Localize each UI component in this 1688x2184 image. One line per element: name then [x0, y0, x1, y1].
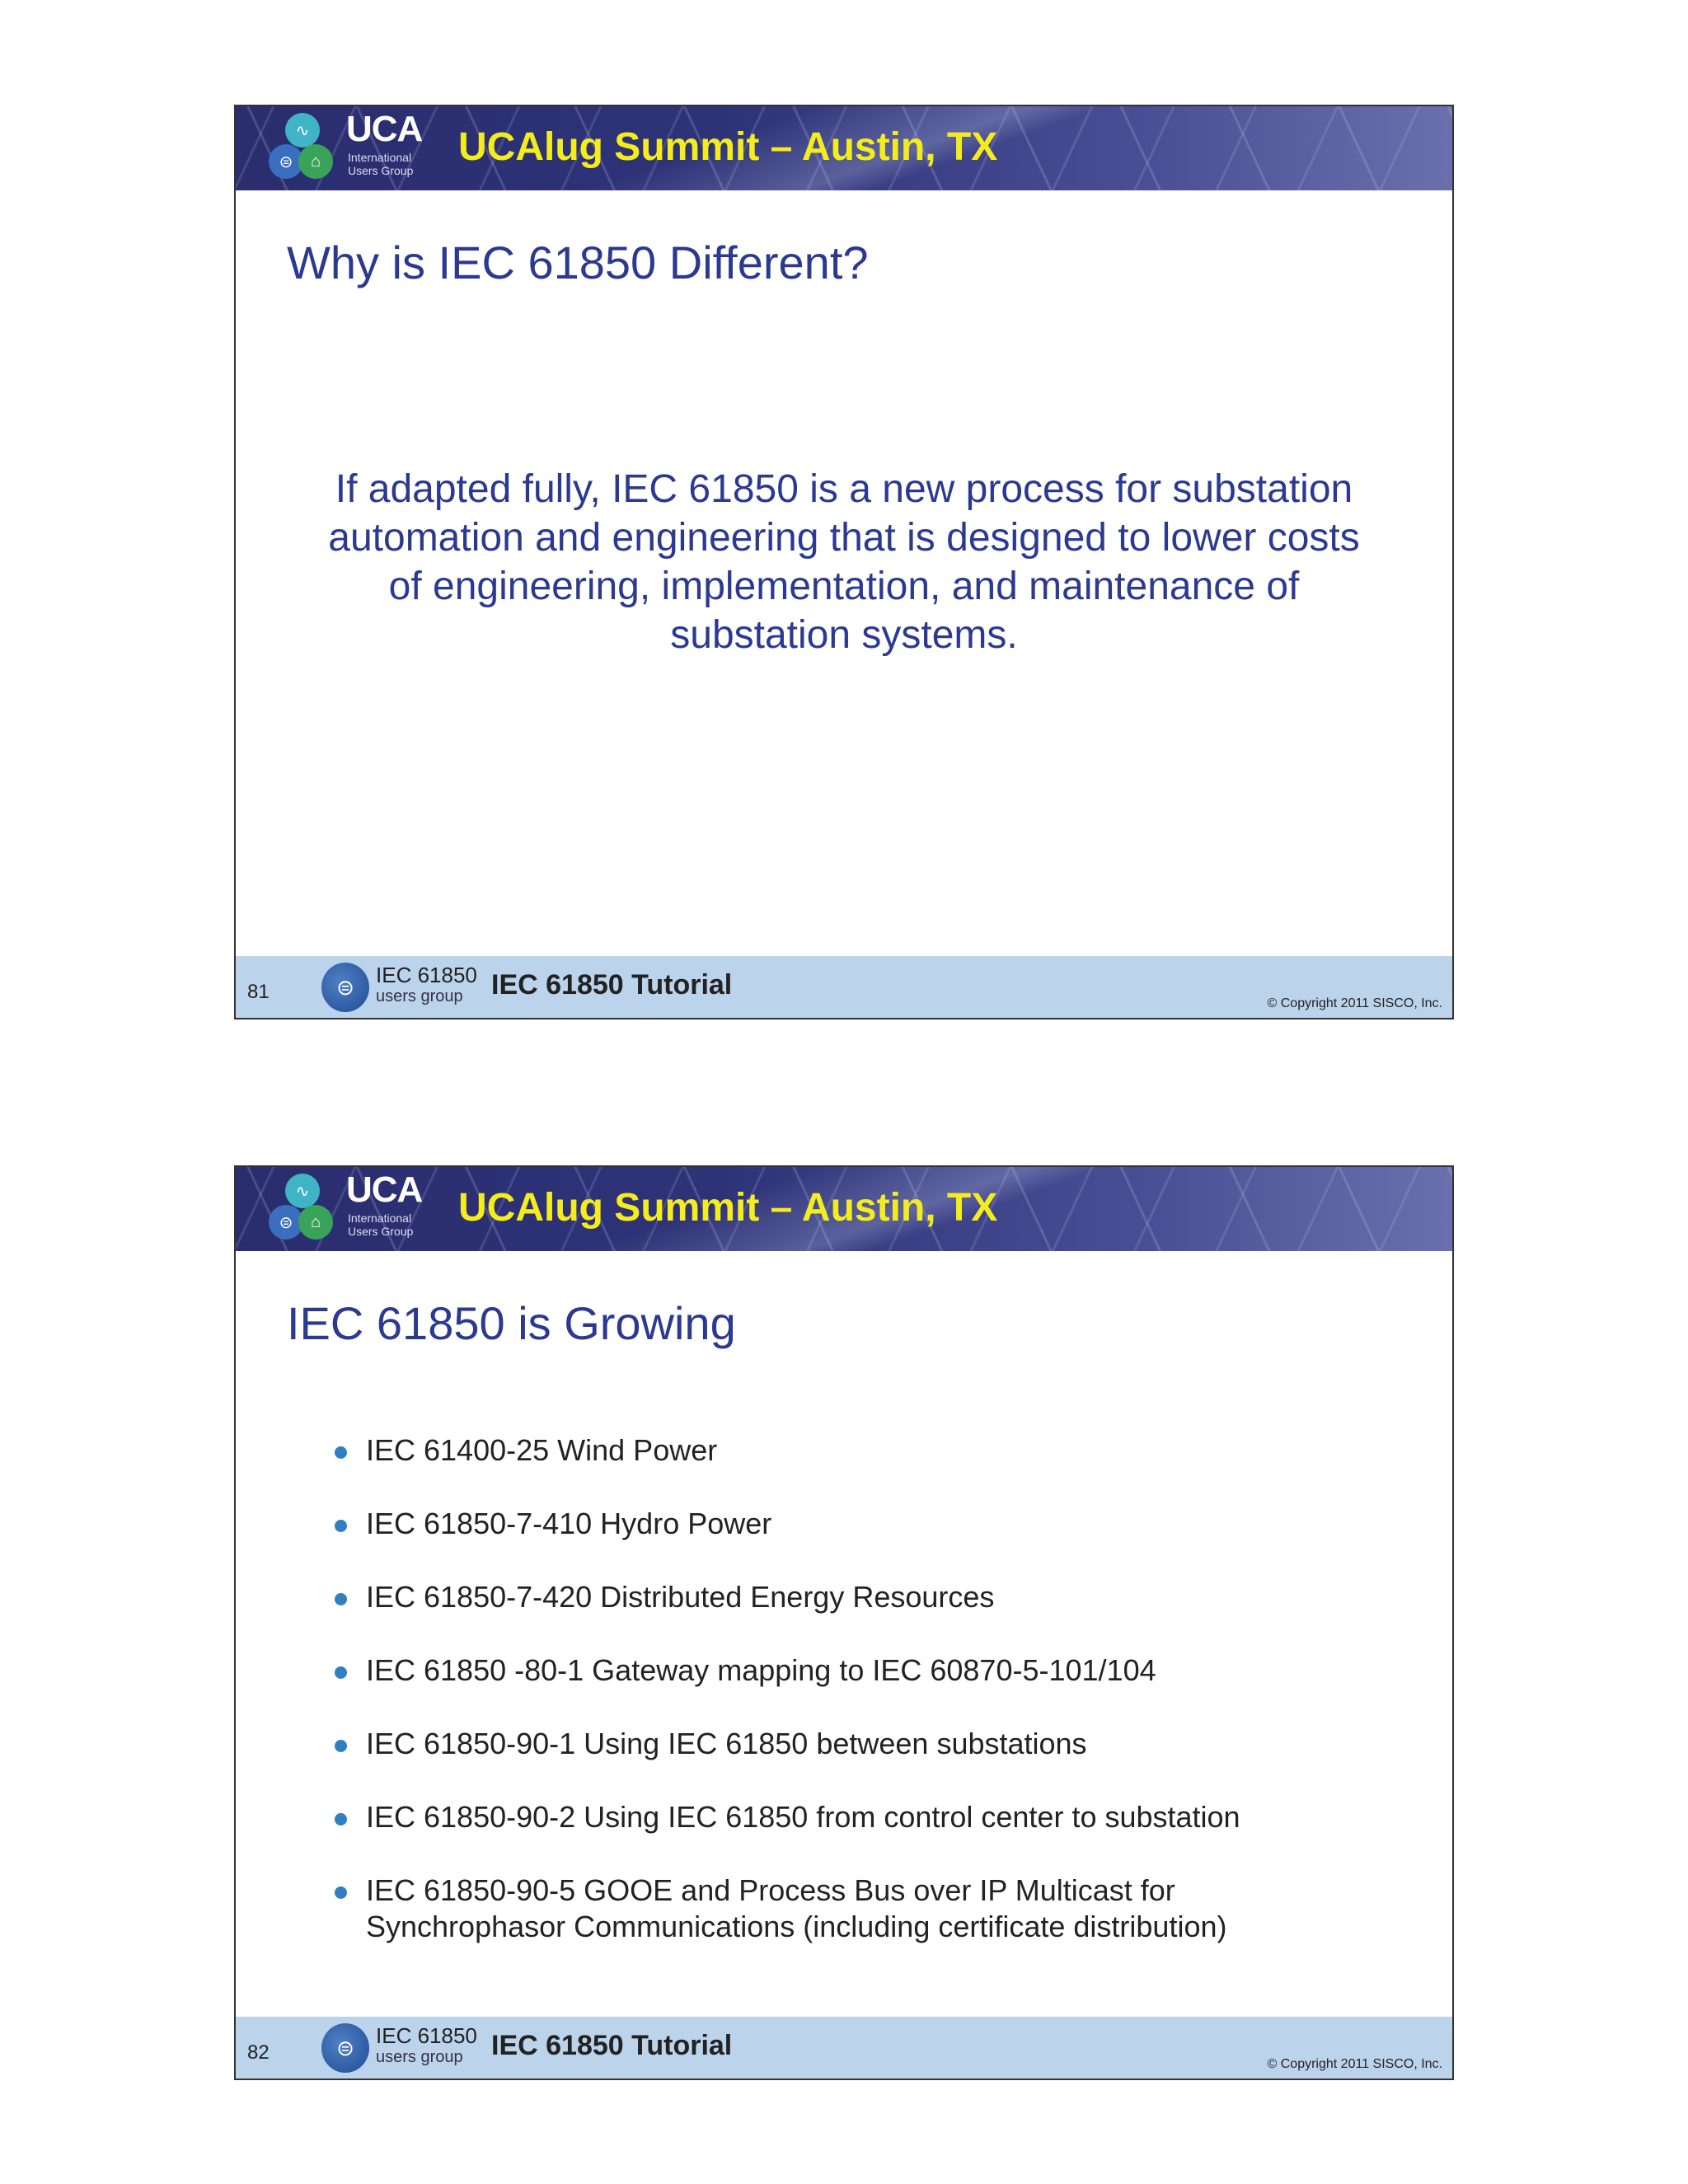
- slide-82: [234, 1165, 1454, 2080]
- transformer-icon: ⊜: [269, 1205, 303, 1240]
- uca-logo-text: UCA: [346, 1169, 423, 1210]
- list-item: IEC 61400-25 Wind Power: [335, 1432, 1406, 1469]
- bullet-list: [335, 1432, 1406, 1982]
- list-item: IEC 61850 -80-1 Gateway mapping to IEC 60870-5-101/104: [335, 1652, 1406, 1689]
- list-item: IEC 61850-90-2 Using IEC 61850 from control center to substation: [335, 1799, 1406, 1835]
- iec-logo-icon: ⊜: [321, 2023, 369, 2073]
- bullet-icon: [335, 1520, 347, 1532]
- slide-title: Why is IEC 61850 Different?: [287, 237, 869, 288]
- page-number: 82: [247, 2041, 270, 2064]
- list-item: IEC 61850-90-1 Using IEC 61850 between substations: [335, 1726, 1406, 1762]
- sine-wave-icon: ∿: [285, 113, 320, 148]
- house-icon: ⌂: [298, 144, 333, 179]
- iec-logo-subtitle: users group: [376, 2048, 463, 2066]
- footer-title: IEC 61850 Tutorial: [491, 2030, 733, 2061]
- uca-logo-subtext: International Users Group: [348, 151, 414, 177]
- slide-header: [236, 106, 1452, 190]
- list-item: IEC 61850-90-5 GOOE and Process Bus over IP Multicast for Synchrophasor Communications (including certificate distribution): [335, 1872, 1289, 1945]
- bullet-icon: [335, 1666, 347, 1679]
- house-icon: ⌂: [298, 1205, 333, 1240]
- list-item: IEC 61850-7-410 Hydro Power: [335, 1506, 1406, 1542]
- footer-title: IEC 61850 Tutorial: [491, 969, 733, 1001]
- list-item: IEC 61850-7-420 Distributed Energy Resources: [335, 1579, 1406, 1615]
- slide-body-text: If adapted fully, IEC 61850 is a new process for substation automation and engineering that is designed to lower costs of engineering, implementation, and maintenance of substation systems.: [328, 467, 1360, 657]
- slide-header: [236, 1167, 1452, 1251]
- uca-logo: [269, 1174, 335, 1246]
- bullet-icon: [335, 1813, 347, 1825]
- slide-81: [234, 105, 1454, 1019]
- sine-wave-icon: ∿: [285, 1174, 320, 1208]
- copyright: © Copyright 2011 SISCO, Inc.: [1267, 996, 1442, 1010]
- header-title: UCAlug Summit – Austin, TX: [458, 1186, 998, 1230]
- bullet-icon: [335, 1740, 347, 1752]
- uca-logo: [269, 113, 335, 185]
- transformer-icon: ⊜: [269, 144, 303, 179]
- iec-logo-title: IEC 61850: [376, 2023, 477, 2048]
- page-number: 81: [247, 981, 270, 1003]
- iec-logo-icon: ⊜: [321, 963, 369, 1012]
- header-title: UCAlug Summit – Austin, TX: [458, 125, 998, 169]
- uca-logo-text: UCA: [346, 109, 423, 149]
- slide-title: IEC 61850 is Growing: [287, 1297, 736, 1349]
- uca-logo-subtext: International Users Group: [348, 1212, 414, 1238]
- slide-footer: [236, 2017, 1452, 2079]
- bullet-icon: [335, 1886, 347, 1899]
- bullet-icon: [335, 1446, 347, 1459]
- copyright: © Copyright 2011 SISCO, Inc.: [1267, 2057, 1442, 2071]
- slide-footer: [236, 956, 1452, 1018]
- iec-logo-title: IEC 61850: [376, 963, 477, 987]
- bullet-icon: [335, 1593, 347, 1605]
- iec-logo-subtitle: users group: [376, 987, 463, 1005]
